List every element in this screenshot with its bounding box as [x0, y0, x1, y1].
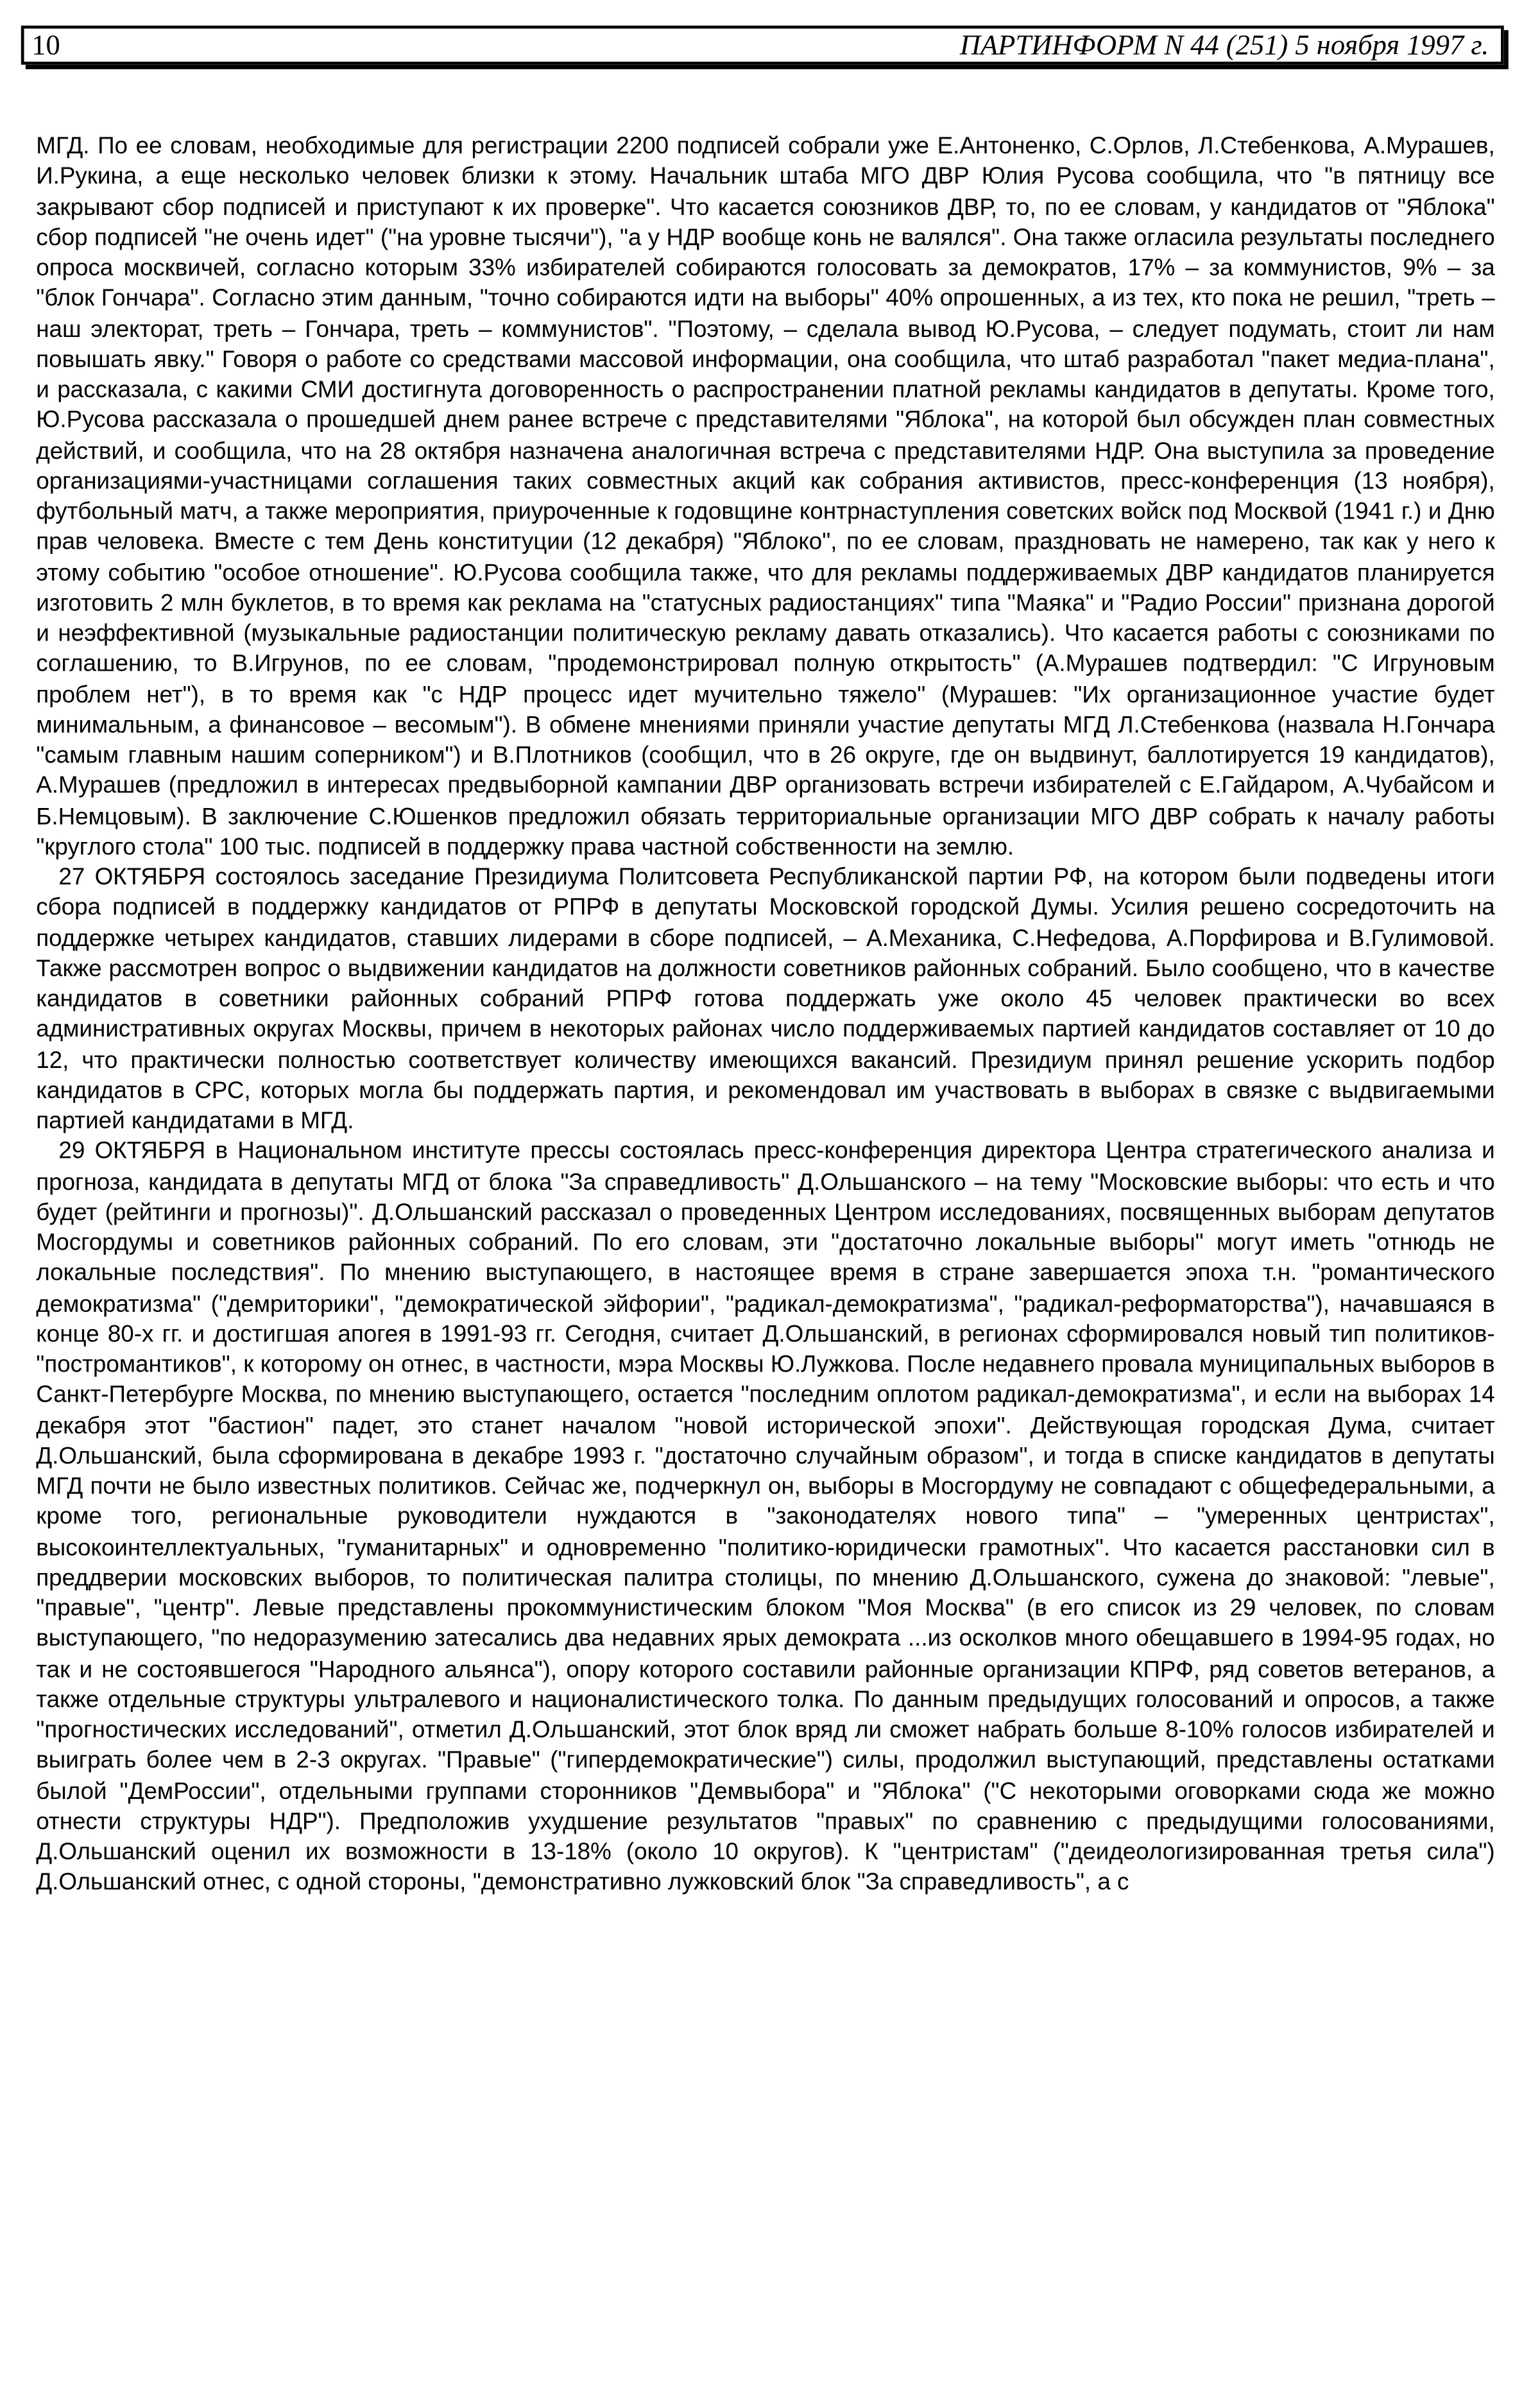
paragraph-october-27: 27 ОКТЯБРЯ состоялось заседание Президиума Политсовета Республиканской партии РФ, на котором были подведены итоги сбора подписей в поддержку кандидатов от РПРФ в депутаты Московской городской Думы. Усилия решено сосредоточить на поддержке четырех кандидатов, ставших лидерами в сборе подписей, – А.Механика, С.Нефедова, А.Порфирова и В.Гулимовой. Также рассмотрен вопрос о выдвижении кандидатов на должности советников районных собраний. Было сообщено, что в качестве кандидатов в советники районных собраний РПРФ готова поддержать уже около 45 человек практически во всех административных округах Москвы, причем в некоторых районах число поддерживаемых партией кандидатов составляет от 10 до 12, что практически полностью соответствует количеству имеющихся вакансий. Президиум принял решение ускорить подбор кандидатов в СРС, которых могла бы поддержать партия, и рекомендовал им участвовать в выборах в связке с выдвигаемыми партией кандидатами в МГД.	[36, 865, 1495, 1135]
article-body	[36, 132, 1494, 1899]
page-header	[21, 26, 1504, 65]
page-number: 10	[31, 29, 60, 61]
paragraph-continuation: МГД. По ее словам, необходимые для регистрации 2200 подписей собрали уже Е.Антоненко, С.Орлов, Л.Стебенкова, А.Мурашев, И.Рукина, а еще несколько человек близки к этому. Начальник штаба МГО ДВР Юлия Русова сообщила, что "в пятницу все закрывают сбор подписей и приступают к их проверке". Что касается союзников ДВР, то, по ее словам, у кандидатов от "Яблока" сбор подписей "не очень идет" ("на уровне тысячи"), "а у НДР вообще конь не валялся". Она также огласила результаты последнего опроса москвичей, согласно которым 33% избирателей собираются голосовать за демократов, 17% – за коммунистов, 9% – за "блок Гончара". Согласно этим данным, "точно собираются идти на выборы" 40% опрошенных, а из тех, кто пока не решил, "треть – наш электорат, треть – Гончара, треть – коммунистов". "Поэтому, – сделала вывод Ю.Русова, – следует подумать, стоит ли нам повышать явку." Говоря о работе со средствами массовой информации, она сообщила, что штаб разработал "пакет медиа-плана", и рассказала, с какими СМИ достигнута договоренность о распространении платной рекламы кандидатов в депутаты. Кроме того, Ю.Русова рассказала о прошедшей днем ранее встрече с представителями "Яблока", на которой был обсужден план совместных действий, и сообщила, что на 28 октября назначена аналогичная встреча с представителями НДР. Она выступила за проведение организациями-участницами соглашения таких совместных акций как собрания активистов, пресс-конференция (13 ноября), футбольный матч, а также мероприятия, приуроченные к годовщине контрнаступления советских войск под Москвой (1941 г.) и Дню прав человека. Вместе с тем День конституции (12 декабря) "Яблоко", по ее словам, праздновать не намерено, так как у него к этому событию "особое отношение". Ю.Русова сообщила также, что для рекламы поддерживаемых ДВР кандидатов планируется изготовить 2 млн буклетов, в то время как реклама на "статусных радиостанциях" типа "Маяка" и "Радио России" признана дорогой и неэффективной (музыкальные радиостанции политическую рекламу давать отказались). Что касается работы с союзниками по соглашению, то В.Игрунов, по ее словам, "продемонстрировал полную открытость" (А.Мурашев подтвердил: "С Игруновым проблем нет"), в то время как "с НДР процесс идет мучительно тяжело" (Мурашев: "Их организационное участие будет минимальным, а финансовое – весомым"). В обмене мнениями приняли участие депутаты МГД Л.Стебенкова (назвала Н.Гончара "самым главным нашим соперником") и В.Плотников (сообщил, что в 26 округе, где он выдвинут, баллотируется 19 кандидатов), А.Мурашев (предложил в интересах предвыборной кампании ДВР организовать встречи избирателей с Е.Гайдаром, А.Чубайсом и Б.Немцовым). В заключение С.Юшенков предложил обязать территориальные организации МГО ДВР собрать к началу работы "круглого стола" 100 тыс. подписей в поддержку права частной собственности на землю.	[36, 133, 1495, 861]
paragraph-october-29: 29 ОКТЯБРЯ в Национальном институте прессы состоялась пресс-конференция директора Центра стратегического анализа и прогноза, кандидата в депутаты МГД от блока "За справедливость" Д.Ольшанского – на тему "Московские выборы: что есть и что будет (рейтинги и прогнозы)". Д.Ольшанский рассказал о проведенных Центром исследованиях, посвященных выборам депутатов Мосгордумы и советников районных собраний. По его словам, эти "достаточно локальные выборы" могут иметь "отнюдь не локальные последствия". По мнению выступающего, в настоящее время в стране завершается эпоха т.н. "романтического демократизма" ("демриторики", "демократической эйфории", "радикал-демократизма", "радикал-реформаторства"), начавшаяся в конце 80-х гг. и достигшая апогея в 1991-93 гг. Сегодня, считает Д.Ольшанский, в регионах сформировался новый тип политиков-"постромантиков", к которому он отнес, в частности, мэра Москвы Ю.Лужкова. После недавнего провала муниципальных выборов в Санкт-Петербурге Москва, по мнению выступающего, остается "последним оплотом радикал-демократизма", и если на выборах 14 декабря этот "бастион" падет, это станет началом "новой исторической эпохи". Действующая городская Дума, считает Д.Ольшанский, была сформирована в декабре 1993 г. "достаточно случайным образом", и тогда в списке кандидатов в депутаты МГД почти не было известных политиков. Сейчас же, подчеркнул он, выборы в Мосгордуму не совпадают с общефедеральными, а кроме того, региональные руководители нуждаются в "законодателях нового типа" – "умеренных центристах", высокоинтеллектуальных, "гуманитарных" и одновременно "политико-юридически грамотных". Что касается расстановки сил в преддверии московских выборов, то политическая палитра столицы, по мнению Д.Ольшанского, сужена до знаковой: "левые", "правые", "центр". Левые представлены прокоммунистическим блоком "Моя Москва" (в его список из 29 человек, по словам выступающего, "по недоразумению затесались два недавних ярых демократа ...из осколков много обещавшего в 1994-95 годах, но так и не состоявшегося "Народного альянса"), опору которого составили районные организации КПРФ, ряд советов ветеранов, а также отдельные структуры ультралевого и националистического толка. По данным предыдущих голосований и опросов, а также "прогностических исследований", отметил Д.Ольшанский, этот блок вряд ли сможет набрать больше 8-10% голосов избирателей и выиграть более чем в 2-3 округах. "Правые" ("гипердемократические") силы, продолжил выступающий, представлены остатками былой "ДемРоссии", отдельными группами сторонников "Демвыбора" и "Яблока" ("С некоторыми оговорками сюда же можно отнести структуры НДР"). Предположив ухудшение результатов "правых" по сравнению с предыдущими голосованиями, Д.Ольшанский оценил их возможности в 13-18% (около 10 округов). К "центристам" ("деидеологизированная третья сила") Д.Ольшанский отнес, с одной стороны, "демонстративно лужковский блок "За справедливость", а с	[36, 1139, 1495, 1896]
publication-title: ПАРТИНФОРМ N 44 (251) 5 ноября 1997 г.	[959, 29, 1489, 61]
